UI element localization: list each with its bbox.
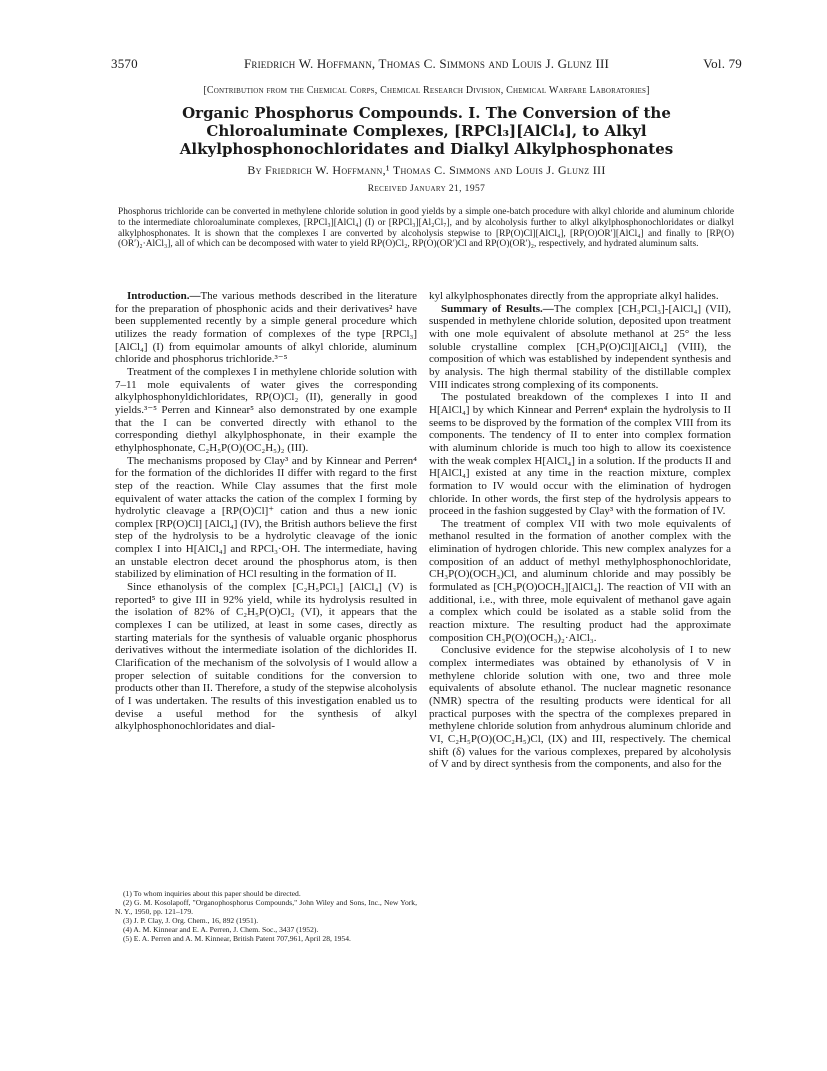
paragraph: The postulated breakdown of the complexes I into II and H[AlCl₄] by which Kinnear and Perren⁴ explain the hydrolysis to II seems to be disproved by the formation of the complex VIII from its components. The tendency of II to enter into complex formation with aluminum chloride is much too high to allow its coexistence with the weak complex H[AlCl₄] in a solution. If the products II and H[AlCl₄] existed at any time in the reaction mixture, complex formation to IV would occur with the elimination of hydrogen chloride. In other words, the first step of the hydrolysis appears to proceed in the fashion suggested by Clay³ with the formation of IV. — [429, 391, 731, 518]
contribution-line: [Contribution from the Chemical Corps, Chemical Research Division, Chemical Warfare Laboratories] — [203, 85, 650, 96]
introduction-heading: Introduction.— — [127, 290, 201, 302]
right-column — [429, 290, 731, 771]
running-head — [111, 56, 742, 76]
footnote: (4) A. M. Kinnear and E. A. Perren, J. Chem. Soc., 3437 (1952). — [123, 925, 319, 934]
paragraph: Since ethanolysis of the complex [C₂H₅PCl₃] [AlCl₄] (V) is reported⁵ to give III in 92% yield, while its hydrolysis resulted in the isolation of 82% of C₂H₅P(O)Cl₂ (VI), it appears that the complexes I can be utilized, at least in some cases, directly as starting materials for the synthesis of valuable organic phosphorus derivatives without the intermediate isolation of the dichlorides II. Clarification of the mechanism of the solvolysis of I would allow a proper selection of suitable conditions for the conversion to products other than II. Therefore, a study of the stepwise alcoholysis of I was undertaken. The results of this investigation enabled us to devise a useful method for the synthesis of alkyl alkylphosphonochloridates and dial- — [115, 581, 417, 733]
abstract: Phosphorus trichloride can be converted in methylene chloride solution in good yields by a simple one-batch procedure with alkyl chloride and aluminum chloride to the intermediate chloroaluminate complexes, [RPCl₃][AlCl₄] (I) or [RPCl₃][Al₂Cl₇], and by alcoholysis further to alkyl alkylphosphonochloridates or dialkyl alkylphosphonates. It is shown that the complexes I are converted by alcoholysis stepwise to [RP(O)Cl][AlCl₄], [RP(O)OR′][AlCl₄] and finally to [RP(O)(OR′)₂·AlCl₃], all of which can be decomposed with water to yield RP(O)Cl₂, RP(O)(OR′)Cl and RP(O)(OR′)₂, respectively, and hydrated aluminum salts. — [118, 207, 734, 250]
paragraph-text: The various methods described in the literature for the preparation of phosphonic acids and their derivatives² have been supplemented recently by a simple general procedure which utilizes the ready formation of complexes of the type [RPCl₃] [AlCl₄] (I) from equimolar amounts of alkyl chloride, aluminum chloride and phosphorus trichloride.³⁻⁵ — [115, 290, 417, 366]
left-column — [115, 290, 417, 733]
footnotes — [115, 889, 417, 943]
paragraph-text: The complex [CH₃PCl₃]-[AlCl₄] (VII), suspended in methylene chloride solution, deposited upon treatment with one mole equivalent of absolute methanol at 25° the less soluble crystalline complex [CH₃P(O)Cl][AlCl₄] (VIII), the composition of which was established by independent synthesis and by analysis. The high thermal stability of the distillable complex VIII indicates strong complexing of its components. — [429, 302, 731, 391]
paragraph: Conclusive evidence for the stepwise alcoholysis of I to new complex intermediates was obtained by ethanolysis of V in methylene chloride solution with one, two and three mole equivalents of absolute ethanol. The nuclear magnetic resonance (NMR) spectra of the resulting products were identical for all practical purposes with the spectra of the complexes prepared in methylene chloride solution from anhydrous aluminum chloride and VI, C₂H₅P(O)(OC₂H₅)Cl, (IX) and III, respectively. The chemical shift (δ) values for the various complexes, prepared by alcoholysis of V and by direct synthesis from the components, and also for the — [429, 644, 731, 771]
footnote: (5) E. A. Perren and A. M. Kinnear, British Patent 707,961, April 28, 1954. — [123, 934, 351, 943]
paragraph: Treatment of the complexes I in methylene chloride solution with 7–11 mole equivalents of water gives the corresponding alkylphosphonyldichloridates, RP(O)Cl₂ (II), generally in good yields.³⁻⁵ Perren and Kinnear⁵ also demonstrated by one example that the I can be converted directly with ethanol to the corresponding diethyl alkylphosphonate, in their example the ethylphosphonate, C₂H₅P(O)(OC₂H₅)₂ (III). — [115, 365, 417, 454]
paragraph-continued: kyl alkylphosphonates directly from the appropriate alkyl halides. — [429, 290, 719, 302]
summary-heading: Summary of Results.— — [441, 302, 554, 315]
paragraph-introduction — [115, 290, 417, 366]
paragraph-summary — [429, 303, 731, 392]
footnote: (3) J. P. Clay, J. Org. Chem., 16, 892 (1951). — [123, 916, 259, 925]
page-number: 3570 — [111, 56, 138, 71]
received-date: Received January 21, 1957 — [367, 184, 486, 194]
paragraph: The mechanisms proposed by Clay³ and by Kinnear and Perren⁴ for the formation of the dichlorides II differ with regard to the first step of the reaction. While Clay assumes that the first mole equivalent of water attacks the cation of the complex I forming by hydrolytic cleavage a [RP(O)Cl]⁺ cation and thus a new ionic complex [RP(O)Cl] [AlCl₄] (IV), the British authors believe the first step of the hydrolysis to be a hydrolytic cleavage of the ionic complex I into H[AlCl₄] and RPCl₃·OH. The intermediate, having an unstable electron decet around the phosphorus atom, is then stabilized by elimination of HCl resulting in the formation of II. — [115, 454, 417, 581]
running-head-authors: Friedrich W. Hoffmann, Thomas C. Simmons and Louis J. Glunz III — [243, 56, 610, 71]
footnote: (1) To whom inquiries about this paper should be directed. — [123, 889, 301, 898]
volume-number: Vol. 79 — [703, 56, 742, 71]
footnote: (2) G. M. Kosolapoff, "Organophosphorus Compounds," John Wiley and Sons, Inc., New York, N. Y., 1950, pp. 121–179. — [115, 898, 417, 916]
byline: By Friedrich W. Hoffmann,¹ Thomas C. Simmons and Louis J. Glunz III — [247, 163, 606, 177]
paragraph: The treatment of complex VII with two mole equivalents of methanol resulted in the formation of another complex with the elimination of hydrogen chloride. This new complex analyzes for a composition of an adduct of methyl methylphosphonochloridate, CH₃P(O)(OCH₃)Cl, and aluminum chloride and may possibly be formulated as [CH₃P(O)OCH₃][AlCl₄]. The reaction of VII with an additional, i.e., with three, mole equivalent of methanol gave again a complex which could be isolated as a stable solid from the reaction mixture. The resulting product had the approximate composition CH₃P(O)(OCH₃)₂·AlCl₃. — [429, 517, 731, 644]
article-title: Organic Phosphorus Compounds. I. The Conversion of the Chloroaluminate Complexes, [RPCl₃][AlCl₄], to Alkyl Alkylphosphonochloridates and Dialkyl Alkylphosphonates — [179, 104, 674, 158]
